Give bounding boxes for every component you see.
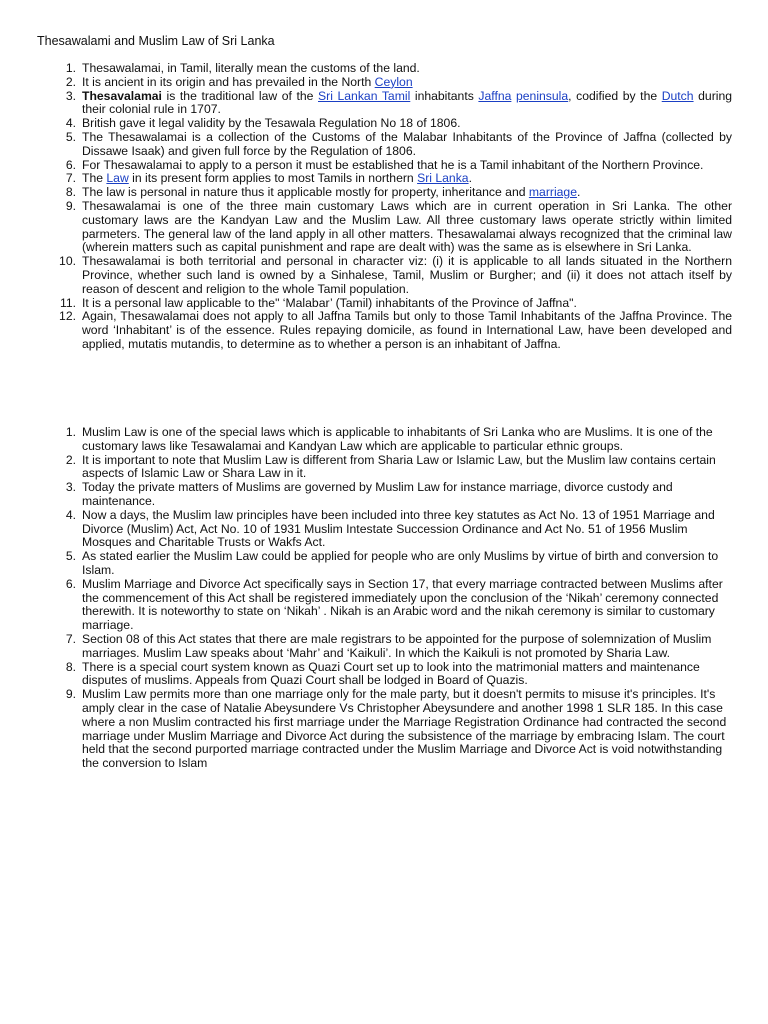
list-item-number: 12. xyxy=(59,309,76,324)
list-item-number: 10. xyxy=(59,254,76,269)
list-item-number: 5. xyxy=(65,129,76,144)
list-item-text: inhabitants xyxy=(410,88,479,103)
list-item-text: The Thesawalamai is a collection of the Customs of the Malabar Inhabitants of the Province of Jaffna (collected by Dissawe Isaak) and given full force by the Regulation of 1806. xyxy=(82,129,732,158)
list-item-text: It is important to note that Muslim Law is different from Sharia Law or Islamic Law, but the Muslim law contains certain aspects of Islamic Law or Shara Law in it. xyxy=(82,452,716,481)
list-item-text: As stated earlier the Muslim Law could be applied for people who are only Muslims by virtue of birth and conversion to Islam. xyxy=(82,549,719,577)
list-item xyxy=(65,171,732,186)
document-title: Thesawalami and Muslim Law of Sri Lanka xyxy=(37,34,275,48)
list-item-number: 9. xyxy=(65,198,76,213)
list-item xyxy=(59,254,732,296)
list-item-text: There is a special court system known as Quazi Court set up to look into the matrimonial matters and maintenance disputes of muslims. Appeals from Quazi Court shall be lodged in Board of Quazis. xyxy=(82,659,700,688)
list-item xyxy=(65,631,732,661)
list-item-number: 5. xyxy=(65,549,76,564)
hyperlink[interactable]: Law xyxy=(106,171,129,186)
list-item-number: 1. xyxy=(65,61,76,75)
list-item-text: Muslim Marriage and Divorce Act specifically says in Section 17, that every marriage contracted between Muslims after the commencement of this Act shall be registered immediately upon the conclusion of the ‘Nikah’ ceremony connected therewith. It is noteworthy to state on ‘Nikah’ . Nikah is an Arabic word and the nikah ceremony is similar to customary marriage. xyxy=(82,576,723,633)
list-item-number: 7. xyxy=(65,631,76,646)
list-item xyxy=(59,295,732,311)
list-item-number: 8. xyxy=(65,185,76,200)
list-item-number: 3. xyxy=(65,88,76,103)
list-item-text: . xyxy=(468,171,472,186)
list-item-text: It is ancient in its origin and has prevailed in the North xyxy=(82,74,375,89)
list-item xyxy=(59,309,732,351)
list-item-text: It is a personal law applicable to the" ‘Malabar’ (Tamil) inhabitants of the Province of Jaffna". xyxy=(82,295,577,310)
list-item-number: 9. xyxy=(65,687,76,702)
list-item-text: For Thesawalamai to apply to a person it must be established that he is a Tamil inhabitant of the Northern Province. xyxy=(82,157,704,172)
list-item-number: 1. xyxy=(65,425,76,439)
list-item-number: 6. xyxy=(65,157,76,172)
list-item-number: 6. xyxy=(65,576,76,591)
list-item-number: 7. xyxy=(65,171,76,186)
list-item-text: Muslim Law is one of the special laws which is applicable to inhabitants of Sri Lanka who are Muslims. It is one of the customary laws like Tesawalamai and Kandyan Law which are applicable to particular ethnic groups. xyxy=(82,425,713,453)
list-item xyxy=(65,129,732,159)
list-item xyxy=(65,185,732,200)
list-item xyxy=(65,659,732,689)
bold-term: Thesavalamai xyxy=(82,88,162,103)
list-item-number: 8. xyxy=(65,659,76,674)
hyperlink[interactable]: marriage xyxy=(528,185,577,200)
list-item-text: Again, Thesawalamai does not apply to all Jaffna Tamils but only to those Tamil Inhabitants of the Jaffna Province. The word ‘Inhabitant’ is of the essence. Rules repaying domicile, as found in International Law, have been developed and applied, mutatis mutandis, to determine as to whether a person is an inhabitant of Jaffna. xyxy=(82,309,732,351)
thesawalamai-list xyxy=(59,61,733,352)
list-item xyxy=(65,74,732,90)
list-item-text: during their colonial rule in 1707. xyxy=(82,88,733,117)
list-item-text: , codified by the xyxy=(568,88,662,103)
list-item-number: 2. xyxy=(65,74,76,89)
list-item-text: Thesawalamai is both territorial and personal in character viz: (i) it is applicable to all lands situated in the Northern Province, whether such land is owned by a Sinhalese, Tamil, Muslim or Burgher; and (ii) it does not attach itself by reason of descent and religion to the whole Tamil population. xyxy=(82,254,732,296)
list-item-text: . xyxy=(576,185,581,200)
list-item xyxy=(65,687,732,771)
list-item xyxy=(65,61,732,76)
list-item-text: is the traditional law of the xyxy=(161,88,319,103)
list-item-number: 4. xyxy=(65,116,76,131)
list-item-text: Today the private matters of Muslims are governed by Muslim Law for instance marriage, divorce custody and maintenance. xyxy=(82,480,673,508)
hyperlink[interactable]: Dutch xyxy=(661,88,694,103)
hyperlink[interactable]: peninsula xyxy=(515,88,569,103)
muslim-law-list xyxy=(65,425,732,771)
hyperlink[interactable]: Sri Lanka xyxy=(417,171,469,186)
list-item xyxy=(65,576,732,633)
list-item-text: The xyxy=(82,171,107,186)
list-item-number: 11. xyxy=(59,295,76,310)
list-item-number: 2. xyxy=(65,452,76,467)
list-item xyxy=(65,480,732,509)
list-item-text: The law is personal in nature thus it applicable mostly for property, inheritance and xyxy=(82,185,529,200)
list-item-text: in its present form applies to most Tamils in northern xyxy=(128,171,418,186)
list-item-text: Thesawalamai is one of the three main customary Laws which are in current operation in Sri Lanka. The other customary laws are the Kandyan Law and the Muslim Law. All three customary laws operate strictly within limited parmeters. The general law of the land apply in all other matters. Thesawalamai always recognized that the criminal law (wherein matters such as capital punishment and rape are dealt with) was the same as is elsewhere in Sri Lanka. xyxy=(82,198,732,255)
list-item xyxy=(65,507,732,550)
hyperlink[interactable]: Ceylon xyxy=(374,74,413,89)
list-item-number: 4. xyxy=(65,507,76,522)
hyperlink[interactable]: Sri Lankan Tamil xyxy=(318,88,411,103)
list-item xyxy=(65,549,732,578)
list-item xyxy=(65,88,733,118)
list-item xyxy=(65,425,732,454)
list-item xyxy=(65,116,732,131)
list-item-text: Now a days, the Muslim law principles have been included into three key statutes as Act No. 13 of 1951 Marriage and Divorce (Muslim) Act, Act No. 10 of 1931 Muslim Intestate Succession Ordinance and Act No. 51 of 1956 Muslim Mosques and Charitable Trusts or Wakfs Act. xyxy=(82,507,715,550)
list-item-text: Section 08 of this Act states that there are male registrars to be appointed for the purpose of solemnization of Muslim marriages. Muslim Law speaks about ‘Mahr’ and ‘Kaikuli’. In which the Kaikuli is not promoted by Sharia Law. xyxy=(82,631,712,660)
list-item-text: British gave it legal validity by the Tesawala Regulation No 18 of 1806. xyxy=(82,116,461,131)
list-item-text: Muslim Law permits more than one marriage only for the male party, but it doesn't permits to misuse it's principles. It's amply clear in the case of Natalie Abeysundere Vs Christopher Abeysundere and another 1998 1 SLR 185. In this case where a non Muslim contracted his first marriage under the Marriage Registration Ordinance had contracted the second marriage under Muslim Marriage and Divorce Act during the subsistence of the marriage by embracing Islam. The court held that the second purported marriage contracted under the Muslim Marriage and Divorce Act is void notwithstanding the conversion to Islam xyxy=(82,687,727,771)
list-item xyxy=(65,452,732,482)
list-item-text: Thesawalamai, in Tamil, literally mean the customs of the land. xyxy=(82,61,420,75)
hyperlink[interactable]: Jaffna xyxy=(478,88,512,103)
list-item xyxy=(65,157,732,173)
list-item xyxy=(65,198,732,255)
list-item-number: 3. xyxy=(65,480,76,495)
